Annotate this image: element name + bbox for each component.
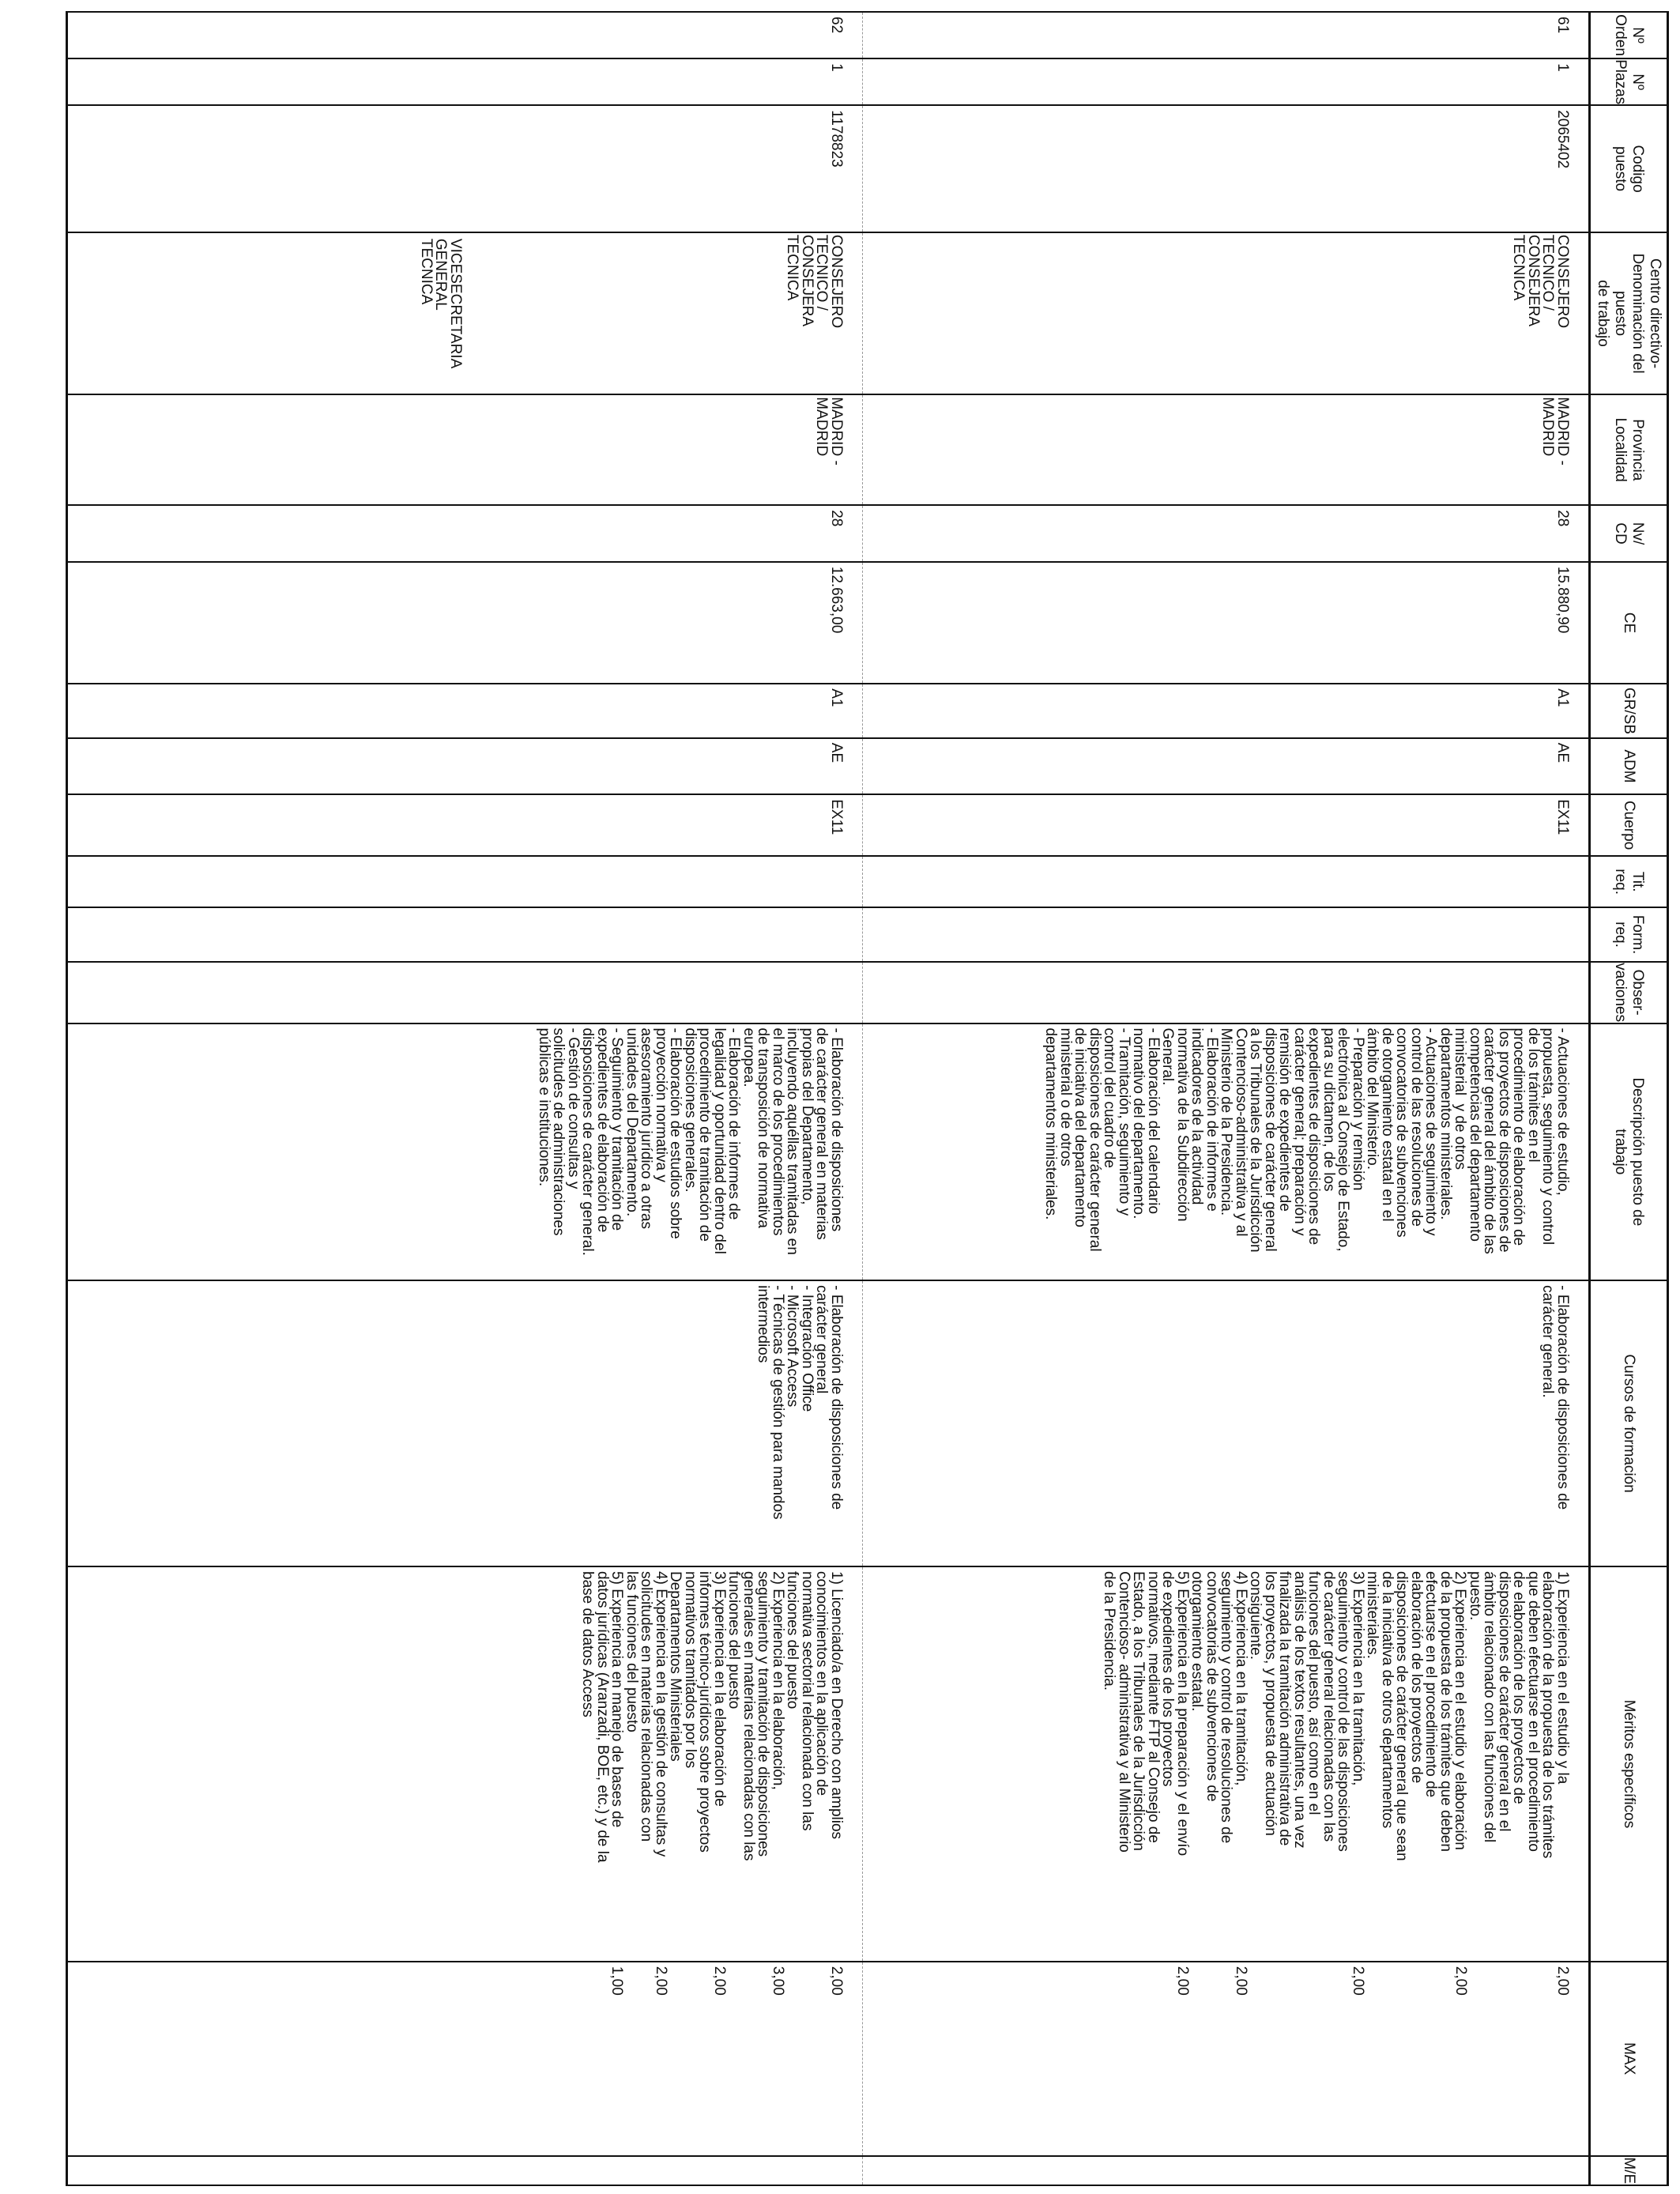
cell-formacion <box>67 907 863 961</box>
cell-orden: 62 <box>67 12 863 58</box>
header-observaciones: Obser- vaciones <box>1590 962 1668 1023</box>
cell-orden: 61 <box>863 12 1590 58</box>
cell-formacion <box>863 907 1590 961</box>
cell-cursos: - Elaboración de disposiciones de carácter general. <box>863 1280 1590 1566</box>
max-value: 2,00 <box>828 1966 845 1996</box>
merito-item: 4) Experiencia en la tramitación, seguimiento y control de resoluciones de convocatorias de subvenciones de otorgamiento estatal. <box>1188 1571 1249 1844</box>
cell-centro: CONSEJERO TECNICO / CONSEJERA TECNICA VICESECRETARIA GENERAL TECNICA <box>67 232 863 394</box>
max-value: 2,00 <box>1554 1966 1571 1996</box>
header-formacion: Form. req. <box>1590 907 1668 961</box>
header-provincia: Provincia Localidad <box>1590 394 1668 505</box>
header-centro: Centro directivo- Denominación del puesto de trabajo <box>1590 232 1668 394</box>
header-orden: Nº Orden <box>1590 12 1668 58</box>
table-row <box>67 12 863 2185</box>
max-value: 3,00 <box>770 1966 786 1996</box>
cell-grupo: A1 <box>67 684 863 737</box>
header-row <box>1590 12 1668 2185</box>
max-value: 1,00 <box>608 1966 625 1996</box>
cell-max <box>67 1962 863 2156</box>
job-positions-table <box>66 11 1669 2186</box>
merito-item: 5) Experiencia en manejo de bases de datos jurídicas (Aranzadi, BOE, etc.) y de la base de datos Access <box>579 1571 626 1863</box>
cell-titulacion <box>67 856 863 907</box>
cell-descripcion: - Elaboración de disposiciones de carácter general en materias propias del Departamento, incluyendo aquéllas tramitadas en el marco de los procedimientos de transposición de normativa europea. - Elaboración de informes de legalidad y oportunidad dentro del procedimiento de tramitación de disposiciones generales. - Elaboración de estudios sobre proyección normativa y asesoramiento jurídico a otras unidades del Departamento. - Seguimiento y tramitación de expedientes de elaboración de disposiciones de carácter general. - Gestión de consultas y solicitudes de administraciones públicas e instituciones. <box>67 1023 863 1281</box>
cell-observaciones <box>863 962 1590 1023</box>
cell-nivel: 28 <box>863 505 1590 562</box>
max-value: 2,00 <box>1350 1966 1366 1996</box>
table-row <box>863 12 1590 2185</box>
merito-item: 2) Experiencia en el estudio y elaboración de la propuesta de los trámites que deben efectuarse en el procedimiento de elaboración de los proyectos de disposiciones de carácter general que sean de la iniciativa de otros departamentos ministeriales. <box>1364 1571 1469 1861</box>
max-value: 2,00 <box>653 1966 669 1996</box>
cell-cuerpo: EX11 <box>863 794 1590 856</box>
section-heading: VICESECRETARIA GENERAL TECNICA <box>418 238 464 368</box>
cell-provincia: MADRID - MADRID <box>863 394 1590 505</box>
merito-item: 4) Experiencia en la gestión de consultas y solicitudes en materias relacionadas con las funciones del puesto <box>623 1571 669 1857</box>
cell-plazas: 1 <box>863 58 1590 105</box>
cell-max <box>863 1962 1590 2156</box>
header-adm: ADM <box>1590 738 1668 795</box>
merito-item: 1) Licenciado/a en Derecho con amplios conocimientos en la aplicación de normativa sectorial relacionada con las funciones del puesto <box>784 1571 845 1840</box>
cell-ce: 15.880,90 <box>863 562 1590 684</box>
cell-grupo: A1 <box>863 684 1590 737</box>
max-value: 2,00 <box>1174 1966 1191 1996</box>
cell-observaciones <box>67 962 863 1023</box>
header-codigo: Codigo puesto <box>1590 105 1668 232</box>
header-cursos: Cursos de formación <box>1590 1280 1668 1566</box>
max-value: 2,00 <box>711 1966 728 1996</box>
merito-item: 5) Experiencia en la preparación y el envío de expedientes de los proyectos normativos, mediante FTP al Consejo de Estado, a los Tribunales de la Jurisdicción Contencioso- administrativa y al Ministerio de la Presidencia. <box>1101 1571 1191 1857</box>
header-nivel: Nv/ CD <box>1590 505 1668 562</box>
header-grupo: GR/SB <box>1590 684 1668 737</box>
header-plazas: Nº Plazas <box>1590 58 1668 105</box>
header-meritos: Méritos específicos <box>1590 1566 1668 1962</box>
cell-me <box>863 2156 1590 2185</box>
header-cuerpo: Cuerpo <box>1590 794 1668 856</box>
merito-item: 1) Experiencia en el estudio y la elaboración de la propuesta de los trámites que deben efectuarse en el procedimiento de elaboración de los proyectos de disposiciones de carácter general en el ámbito relacionado con las funciones del puesto. <box>1467 1571 1571 1859</box>
cell-adm: AE <box>863 738 1590 795</box>
merito-item: 3) Experiencia en la elaboración de informes técnico-jurídicos sobre proyectos normativos tramitados por los Departamentos Ministeriales <box>667 1571 728 1853</box>
header-max: MAX <box>1590 1962 1668 2156</box>
max-value: 2,00 <box>1233 1966 1249 1996</box>
header-me: M/E <box>1590 2156 1668 2185</box>
cell-me <box>67 2156 863 2185</box>
cell-provincia: MADRID - MADRID <box>67 394 863 505</box>
header-titulacion: Tit. req. <box>1590 856 1668 907</box>
cell-ce: 12.663,00 <box>67 562 863 684</box>
cell-codigo: 1178823 <box>67 105 863 232</box>
cell-meritos <box>67 1566 863 1962</box>
cell-adm: AE <box>67 738 863 795</box>
cell-cuerpo: EX11 <box>67 794 863 856</box>
header-ce: CE <box>1590 562 1668 684</box>
max-value: 2,00 <box>1452 1966 1469 1996</box>
merito-item: 2) Experiencia en la elaboración, seguimiento y tramitación de disposiciones generales en materias relacionadas con las funciones del puesto <box>725 1571 786 1861</box>
cell-cursos: - Elaboración de disposiciones de carácter general - Integración Office - Microsoft Access - Técnicas de gestión para mandos intermedios <box>67 1280 863 1566</box>
cell-centro: CONSEJERO TECNICO / CONSEJERA TECNICA <box>863 232 1590 394</box>
cell-titulacion <box>863 856 1590 907</box>
header-descripcion: Descripción puesto de trabajo <box>1590 1023 1668 1281</box>
cell-meritos <box>863 1566 1590 1962</box>
cell-codigo: 2065402 <box>863 105 1590 232</box>
cell-plazas: 1 <box>67 58 863 105</box>
merito-item: 3) Experiencia en la tramitación, seguimiento y control de las disposiciones de carácter general relacionadas con las funciones del puesto, así como en el análisis de los textos resultantes, una vez finalizada la tramitación administrativa de los proyectos, y propuesta de actuación consiguiente. <box>1247 1571 1366 1852</box>
cell-descripcion: - Actuaciones de estudio, propuesta, seguimiento y control de los trámites en el procedimiento de elaboración de los proyectos de disposiciones de carácter general del ámbito de las competencias del departamento ministerial y de otros departamentos ministeriales. - Actuaciones de seguimiento y control de las resoluciones de convocatorias de subvenciones de otorgamiento estatal en el ámbito del Ministerio. - Preparación y remisión electrónica al Consejo de Estado, para su dictamen, de los expedientes de disposiciones de carácter general; preparación y remisión de expedientes de disposiciones de carácter general a los Tribunales de la Jurisdicción Contencioso-administrativa y al Ministerio de la Presidencia. - Elaboración de informes e indicadores de la actividad normativa de la Subdirección General. - Elaboración del calendario normativo del departamento. - Tramitación, seguimiento y control del cuadro de disposiciones de carácter general de iniciativa del departamento ministerial o de otros departamentos ministeriales. <box>863 1023 1590 1281</box>
cell-nivel: 28 <box>67 505 863 562</box>
